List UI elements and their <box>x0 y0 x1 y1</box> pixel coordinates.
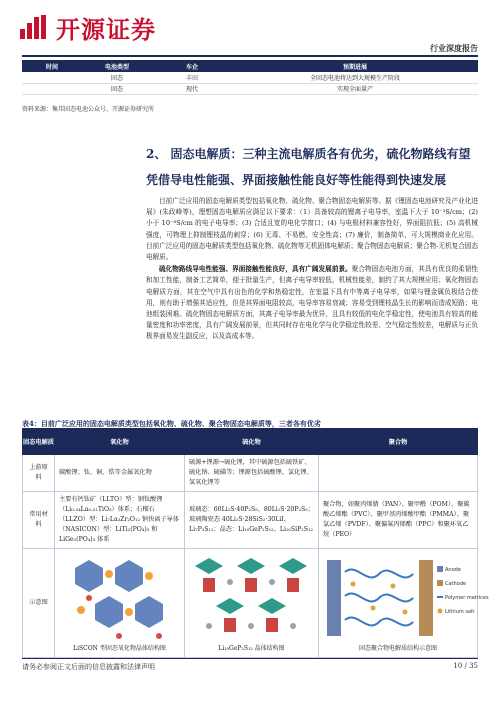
table-row-upstream <box>23 455 478 492</box>
table-row <box>22 72 478 83</box>
col-header: 电池类型 <box>82 60 152 72</box>
sulfide-cell: 硫源+锂源→硫化锂，其中硫源包括硫铁矿、硫化钠、硫磺等；锂源包括硫酸锂、氯化锂、氢氧化锂等 <box>185 455 319 492</box>
footer-disclaimer: 请务必参阅正文后面的信息披露和法律声明 <box>22 663 155 671</box>
table-row-image <box>23 549 478 658</box>
table-cell: 固态 <box>82 72 152 83</box>
body-text <box>146 196 478 344</box>
col-header: 预期进展 <box>232 60 478 72</box>
polymer-structure-icon <box>323 552 489 644</box>
paragraph-2-lead: 硫化物路线导电性能强、界面接触性能良好，具有广阔发展前景。 <box>159 265 352 274</box>
legend-cathode: Cathode <box>445 581 466 587</box>
header-rule <box>22 55 478 57</box>
row-label: 示意图 <box>23 549 55 658</box>
polymer-structure-image <box>323 552 489 644</box>
oxide-crystal-icon <box>59 552 179 644</box>
sulfide-image-cell <box>185 549 319 658</box>
table-header-row <box>23 429 478 455</box>
legend-polymer: Polymer matrices <box>445 595 489 601</box>
progress-table <box>22 60 478 95</box>
oxide-crystal-image <box>59 552 180 644</box>
row-label: 常用材料 <box>23 492 55 549</box>
table-source: 资料来源：集邦固态电池公众号、开源证券研究所 <box>22 106 155 113</box>
oxide-caption: LiSCON 型固态氧化物晶体结构图 <box>73 645 166 652</box>
polymer-image-cell <box>319 549 489 658</box>
col-header: 固态电解质 <box>23 429 55 455</box>
sulfide-cell: 玻璃态：60Li₂S·40P₂S₅、80Li₂S·20P₂S₅；玻璃陶瓷态 40Li₂S·28SiS₂·30LiI、Li₇P₃S₁₁；晶态：Li₁₀GeP₂S₁₂、Li₁₀SiP₂S₁₂ <box>185 492 319 549</box>
table-cell: 固态 <box>82 83 152 94</box>
col-header: 氧化物 <box>55 429 185 455</box>
table-row <box>22 83 478 94</box>
sulfide-crystal-image <box>189 552 314 644</box>
table-row-common <box>23 492 478 549</box>
polymer-cell <box>319 455 478 492</box>
polymer-cell: 聚合物，如聚丙烯腈（PAN）、聚甲醛（POM）、聚碳酸乙烯酯（PVC）、聚甲基丙烯酸甲酯（PMMA）、聚氯乙烯（PVDF）、聚偏氟丙烯酯（PPC）和聚环氧乙烷（PEO） <box>319 492 478 549</box>
col-header: 车企 <box>152 60 232 72</box>
table-header-row <box>22 60 478 72</box>
table-cell: 实现全面量产 <box>232 83 478 94</box>
col-header: 硫化物 <box>185 429 319 455</box>
oxide-cell: 碳酸锂；钛、铜、锆等金属氧化物 <box>55 455 185 492</box>
page-number: 10 / 35 <box>453 662 478 670</box>
logo-mark-icon <box>20 15 50 39</box>
table-cell: 全固态电池将达到大规模生产阶段 <box>232 72 478 83</box>
section-title: 2、 固态电解质：三种主流电解质各有优劣，硫化物路线有望凭借导电性能强、界面接触性能良好等性能得到快速发展 <box>146 147 471 187</box>
table-cell <box>22 72 82 83</box>
oxide-image-cell <box>55 549 185 658</box>
oxide-cell: 主要有钙钛矿（LLTO）型：钢钛酸锂（Li₀.₃₄La₀.₅₁TiO₃）体系；石榴石（LLZO）型：Li₇La₃Zr₂O₁₂ 钠快离子导体（NASICON）型：LiTi₂(PO₄)₃ 和 LiGe₂(PO₄)₃ 体系 <box>55 492 185 549</box>
row-label: 上游原料 <box>23 455 55 492</box>
paragraph-2-text: 聚合物固态电池方面，其具有优良的柔韧性和加工性能，制备工艺简单，便于批量生产，但离子电导率较低，机械性能差，制约了其大规模应用；氧化物固态电解质方面，其在空气中具有出色的化学和热稳定性，在室温下具有中等离子电导率，如果与锂金属负极结合使用，则有助于增强其适应性，但是其界面电阻较高，电导率容易衰减；容易受到锂枝晶生长的影响而造成短路；电池组装困难。硫化物固态电解质方面，其离子电导率最为优异，且具有较低的电化学稳定性，使电池具有较高的能量密度和功率密度，具有广阔发展前景，但其同时存在电化学与化学稳定性较差、空气稳定性较差，电解质与正负极界面易发生副反应，以及高成本等。 <box>146 265 479 341</box>
legend-anode: Anode <box>445 567 461 573</box>
logo-text: 开源证券 <box>56 15 156 44</box>
report-type: 行业深度报告 <box>430 43 478 53</box>
paragraph-1: 目前广泛应用的固态电解质类型包括氧化物、硫化物、聚合物固态电解质等。据《锂固态电池研究及产业化进展》(朱政峰等)，理想固态电解质应满足以下要求：（1）具备较高的锂离子电导率，室温下大于 10⁻³S/cm；(2) 小于 10⁻⁸S/cm 的电子电导率；(3) 合适且宽的电化学窗口；(4) 与电极材料兼容性好，界面阻抗低；(5) 高机械强度，可物理上抑制锂枝晶的刺穿；(6) 无毒、不易燃、安全性高；(7) 廉价，制备简单，可大规模商业化应用。目前广泛应用的固态电解质类型包括氧化物、硫化物等无机固体电解质；聚合物固态电解质；聚合物-无机复合固态电解质。 <box>146 197 478 262</box>
sulfide-caption: Li₁₀GeP₂S₁₂ 晶体结构图 <box>218 645 285 652</box>
sulfide-crystal-icon <box>189 552 313 644</box>
table-cell: 现代 <box>152 83 232 94</box>
col-header: 时间 <box>22 60 82 72</box>
col-header: 聚合物 <box>319 429 478 455</box>
polymer-caption: 固态聚合物电解质结构示意图 <box>358 645 437 652</box>
paragraph-2 <box>146 264 478 342</box>
footer-rule <box>22 658 478 659</box>
company-logo <box>20 14 156 44</box>
legend-lithium-salt: Lithium salt <box>445 609 475 615</box>
electrolyte-table <box>22 428 489 658</box>
table-cell: 丰田 <box>152 72 232 83</box>
table-cell <box>22 83 82 94</box>
table4-title: 表4：目前广泛应用的固态电解质类型包括氧化物、硫化物、聚合物固态电解质等，三者各有优劣 <box>22 419 321 428</box>
